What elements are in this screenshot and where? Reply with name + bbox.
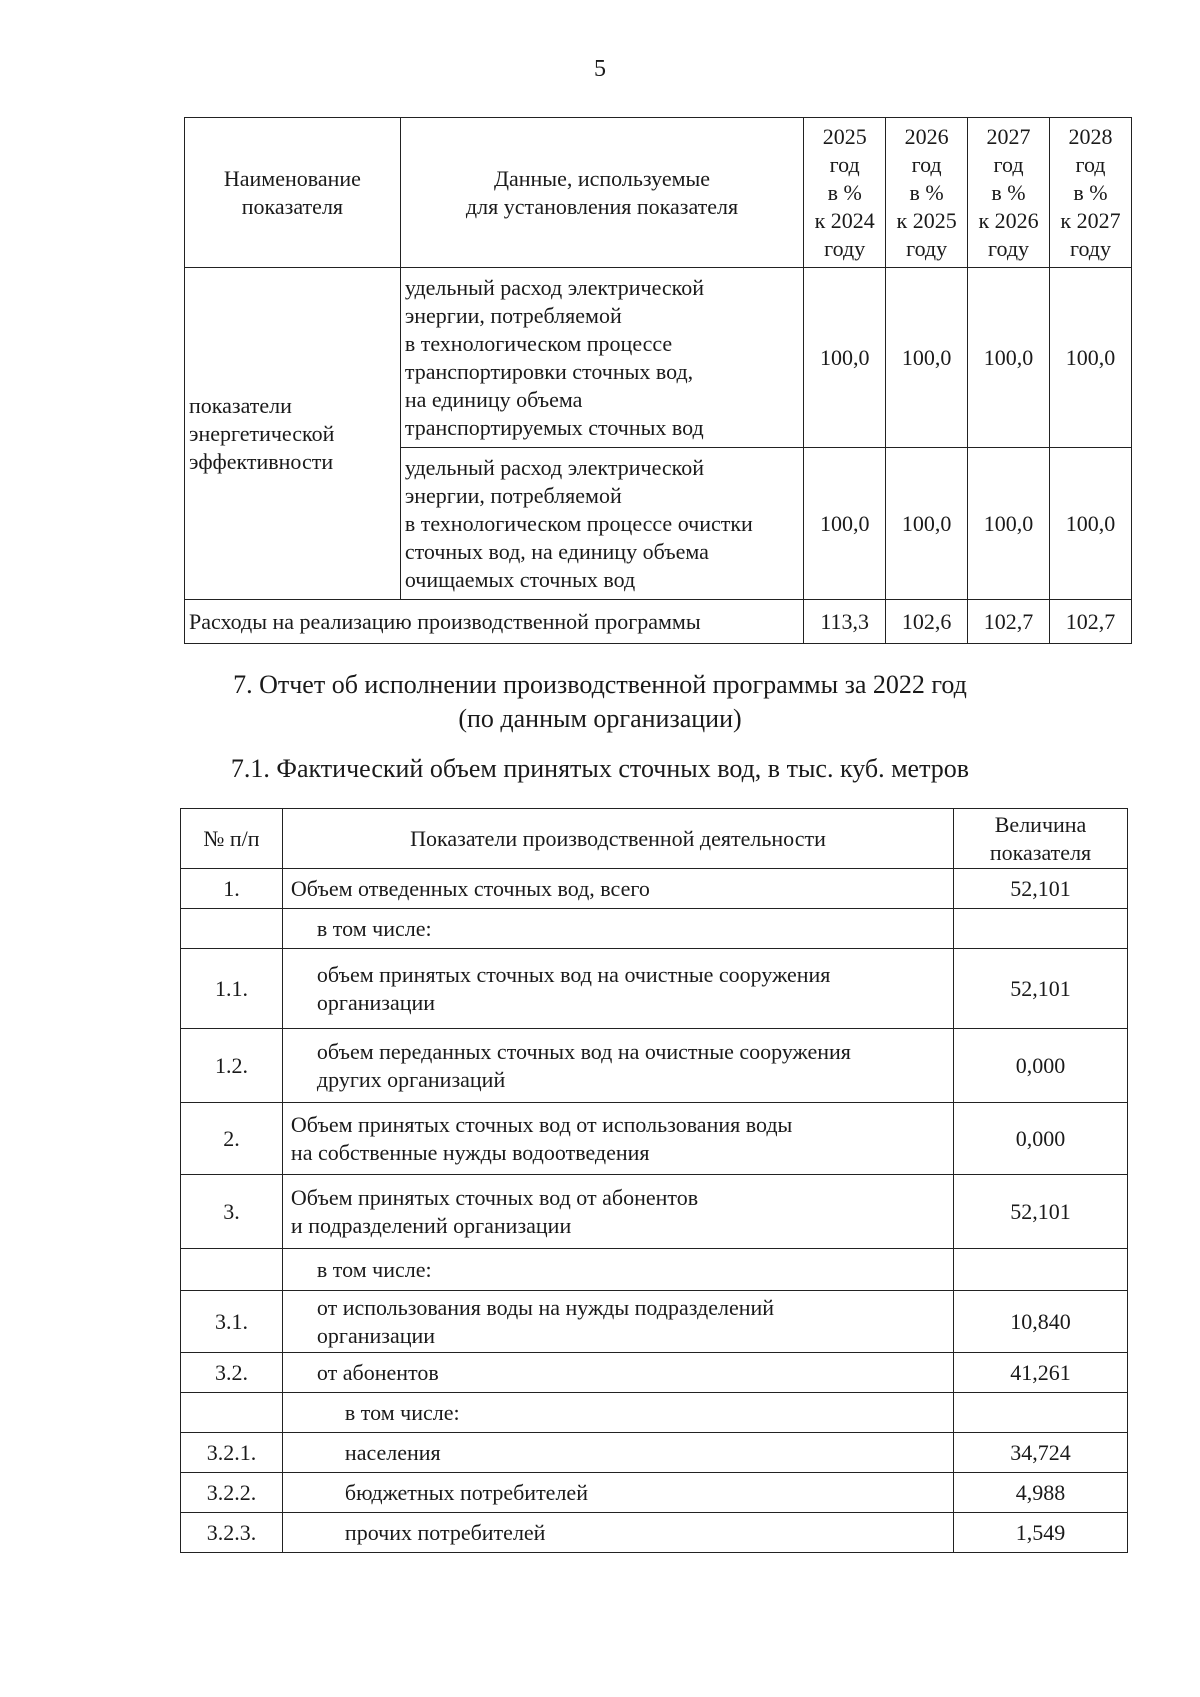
year-line: году [988, 235, 1030, 261]
indicator-text-line: удельный расход электрической [404, 454, 705, 480]
group-label-line: энергетической [189, 420, 335, 446]
header-value-line: Величина [994, 811, 1087, 837]
row-indicator-line: объем переданных сточных вод на очистные сооружения [316, 1038, 851, 1064]
row-indicator-line: других организаций [316, 1066, 506, 1092]
row-indicator-line: организации [316, 1322, 436, 1348]
row-indicator-line: в том числе: [344, 1399, 460, 1425]
row-number: 3.1. [181, 1291, 283, 1353]
row-indicator [282, 1433, 953, 1473]
row-number: 2. [181, 1103, 283, 1175]
row-indicator-line: на собственные нужды водоотведения [290, 1139, 650, 1165]
table-row [181, 1473, 1128, 1513]
row-number: 1.2. [181, 1029, 283, 1103]
table-row [181, 1175, 1128, 1249]
year-line: 2026 [904, 123, 949, 149]
year-line: 2025 [822, 123, 867, 149]
indicator-text-transport [400, 268, 803, 448]
row-indicator-line: объем принятых сточных вод на очистные сооружения [316, 961, 831, 987]
year-line: году [1069, 235, 1112, 261]
indicator-text-line: в технологическом процессе [404, 330, 673, 356]
table-row [181, 1353, 1128, 1393]
year-line: году [824, 235, 866, 261]
year-line: к 2025 [896, 207, 957, 233]
row-value [954, 1249, 1128, 1291]
row-number: 1.1. [181, 949, 283, 1029]
value-cell: 100,0 [804, 268, 886, 448]
row-value: 52,101 [954, 1175, 1128, 1249]
row-indicator [282, 1175, 953, 1249]
year-line: 2028 [1068, 123, 1113, 149]
section-7-1-heading: 7.1. Фактический объем принятых сточных вод, в тыс. куб. метров [230, 754, 970, 783]
value-cell: 100,0 [968, 268, 1050, 448]
row-indicator [282, 1353, 953, 1393]
row-indicator-line: бюджетных потребителей [344, 1479, 588, 1505]
table-row [181, 1249, 1128, 1291]
row-number [181, 909, 283, 949]
row-indicator [282, 909, 953, 949]
header-value-line: показателя [989, 839, 1092, 865]
indicators-header-row [185, 118, 1132, 268]
row-indicator-line: населения [344, 1439, 441, 1465]
row-indicator [282, 949, 953, 1029]
table-row [181, 1291, 1128, 1353]
page-number: 5 [594, 56, 606, 82]
indicator-text-line: энергии, потребляемой [404, 302, 622, 328]
year-line: к 2026 [978, 207, 1039, 233]
year-line: год [829, 151, 860, 177]
row-indicator-line: Объем принятых сточных вод от использования воды [290, 1111, 793, 1137]
section-7-heading [0, 668, 1200, 736]
indicators-table [184, 117, 1132, 644]
row-number: 3.2.2. [181, 1473, 283, 1513]
table-row [181, 1433, 1128, 1473]
row-indicator [282, 1393, 953, 1433]
indicator-text-line: транспортируемых сточных вод [404, 414, 704, 440]
value-cell: 102,7 [968, 600, 1050, 644]
indicator-row-transport [185, 268, 1132, 448]
group-label-line: показатели [189, 392, 292, 418]
row-number: 3.2.1. [181, 1433, 283, 1473]
table-row [181, 1513, 1128, 1553]
row-value: 0,000 [954, 1029, 1128, 1103]
header-year-2027 [968, 118, 1050, 268]
value-cell: 102,7 [1050, 600, 1132, 644]
year-line: 2027 [986, 123, 1031, 149]
row-indicator [282, 1249, 953, 1291]
row-number [181, 1393, 283, 1433]
row-value: 52,101 [954, 869, 1128, 909]
indicator-text-line: сточных вод, на единицу объема [404, 538, 709, 564]
header-value [954, 809, 1128, 869]
expenses-row [185, 600, 1132, 644]
year-line: год [1075, 151, 1106, 177]
indicator-text-treatment [400, 448, 803, 600]
table-row [181, 869, 1128, 909]
value-cell: 102,6 [886, 600, 968, 644]
table-row [181, 1029, 1128, 1103]
header-data-line: для установления показателя [465, 193, 739, 219]
indicator-text-line: очищаемых сточных вод [404, 566, 636, 592]
indicator-text-line: на единицу объема [404, 386, 583, 412]
year-line: году [906, 235, 948, 261]
row-indicator-line: Объем принятых сточных вод от абонентов [290, 1184, 699, 1210]
group-label-line: эффективности [189, 448, 334, 474]
row-value: 41,261 [954, 1353, 1128, 1393]
value-cell: 100,0 [804, 448, 886, 600]
row-number: 3.2. [181, 1353, 283, 1393]
indicator-text-line: энергии, потребляемой [404, 482, 622, 508]
indicator-text-line: транспортировки сточных вод, [404, 358, 694, 384]
row-value: 0,000 [954, 1103, 1128, 1175]
value-cell: 100,0 [886, 448, 968, 600]
row-indicator-line: Объем отведенных сточных вод, всего [290, 875, 650, 901]
row-indicator [282, 1473, 953, 1513]
row-value: 1,549 [954, 1513, 1128, 1553]
header-name-line: показателя [241, 193, 344, 219]
value-cell: 100,0 [1050, 448, 1132, 600]
year-line: к 2024 [814, 207, 875, 233]
wastewater-volume-table [180, 808, 1128, 1553]
table-row [181, 1103, 1128, 1175]
expenses-label: Расходы на реализацию производственной программы [185, 600, 804, 644]
header-year-2026 [886, 118, 968, 268]
row-indicator [282, 1103, 953, 1175]
group-label-energy-efficiency [185, 268, 401, 600]
row-number: 3.2.3. [181, 1513, 283, 1553]
indicator-text-line: удельный расход электрической [404, 274, 705, 300]
row-value: 34,724 [954, 1433, 1128, 1473]
row-indicator-line: в том числе: [316, 1256, 432, 1282]
row-value [954, 909, 1128, 949]
year-line: в % [827, 179, 862, 205]
row-number: 1. [181, 869, 283, 909]
row-value: 10,840 [954, 1291, 1128, 1353]
year-line: в % [991, 179, 1026, 205]
row-indicator [282, 1291, 953, 1353]
value-cell: 100,0 [968, 448, 1050, 600]
table-row [181, 949, 1128, 1029]
year-line: в % [909, 179, 944, 205]
row-value: 4,988 [954, 1473, 1128, 1513]
row-indicator-line: прочих потребителей [344, 1519, 546, 1545]
year-line: в % [1073, 179, 1108, 205]
header-number: № п/п [181, 809, 283, 869]
header-indicator: Показатели производственной деятельности [282, 809, 953, 869]
section-7-title: 7. Отчет об исполнении производственной программы за 2022 год [233, 670, 967, 699]
header-year-2025 [804, 118, 886, 268]
value-cell: 100,0 [1050, 268, 1132, 448]
indicator-text-line: в технологическом процессе очистки [404, 510, 753, 536]
row-indicator [282, 1513, 953, 1553]
row-indicator-line: организации [316, 989, 436, 1015]
row-indicator-line: и подразделений организации [290, 1212, 572, 1238]
row-indicator [282, 869, 953, 909]
row-indicator [282, 1029, 953, 1103]
header-name-line: Наименование [223, 165, 361, 191]
row-value: 52,101 [954, 949, 1128, 1029]
section-7-subtitle: (по данным организации) [458, 704, 742, 733]
row-number [181, 1249, 283, 1291]
table-row [181, 1393, 1128, 1433]
table-row [181, 909, 1128, 949]
header-data-used [400, 118, 803, 268]
year-line: к 2027 [1060, 207, 1121, 233]
value-cell: 113,3 [804, 600, 886, 644]
volume-header-row [181, 809, 1128, 869]
row-indicator-line: в том числе: [316, 915, 432, 941]
header-indicator-name [185, 118, 401, 268]
row-number: 3. [181, 1175, 283, 1249]
year-line: год [911, 151, 942, 177]
header-data-line: Данные, используемые [493, 165, 711, 191]
row-indicator-line: от использования воды на нужды подразделений [316, 1294, 775, 1320]
row-indicator-line: от абонентов [316, 1359, 439, 1385]
row-value [954, 1393, 1128, 1433]
value-cell: 100,0 [886, 268, 968, 448]
year-line: год [993, 151, 1024, 177]
header-year-2028 [1050, 118, 1132, 268]
